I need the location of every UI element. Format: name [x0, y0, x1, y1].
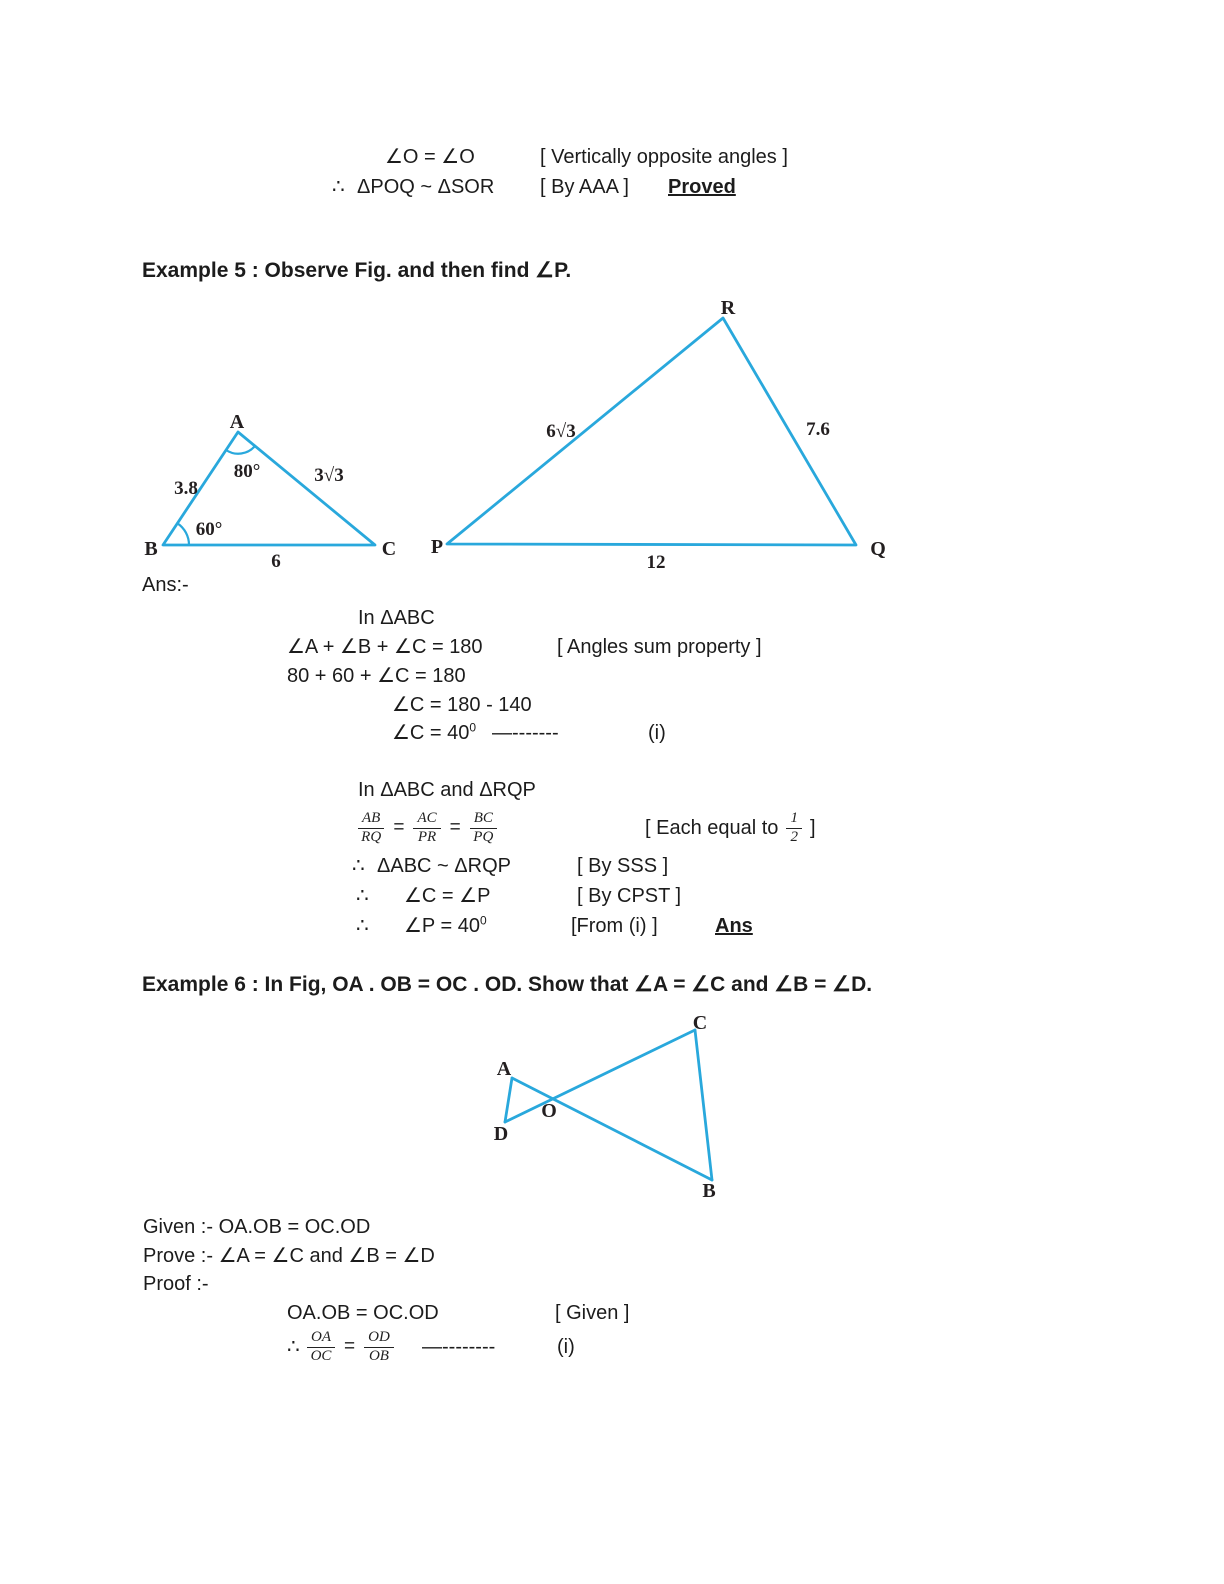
vertex-b-label: B: [702, 1180, 716, 1202]
vertex-a-label: A: [496, 1058, 512, 1080]
frac-ab-rq: $\frac{AB}{RQ}$: [358, 811, 384, 846]
angle-c-equals-p: ∠C = ∠P: [404, 885, 491, 907]
frac-od-ob: $\frac{OD}{OB}$: [364, 1330, 394, 1365]
angle-p-result: [404, 913, 487, 939]
example5-heading: Example 5 : Observe Fig. and then find ∠P.: [142, 259, 572, 282]
vertex-d-label: D: [493, 1123, 509, 1145]
each-equal-post: ]: [809, 816, 816, 839]
angles-sum-equation: ∠A + ∠B + ∠C = 180: [287, 636, 483, 658]
therefore-symbol: ∴: [356, 915, 369, 937]
example6-figure: [480, 1005, 750, 1205]
dash-filler: —--------: [422, 1336, 496, 1358]
vertex-a-label: A: [229, 411, 245, 433]
equals-sign: =: [344, 1336, 356, 1357]
vertex-r-label: R: [720, 297, 736, 319]
solution-in-abc: In ΔABC: [358, 607, 435, 629]
prove-statement: Prove :- ∠A = ∠C and ∠B = ∠D: [143, 1245, 435, 1267]
angle-c-subtraction: ∠C = 180 - 140: [392, 694, 532, 716]
angle-b-arc: [177, 523, 189, 545]
point-o-label: O: [541, 1100, 557, 1122]
proved-label: Proved: [668, 176, 736, 198]
sss-reason: [ By SSS ]: [577, 855, 669, 877]
example6-heading: Example 6 : In Fig, OA . OB = OC . OD. Show that ∠A = ∠C and ∠B = ∠D.: [142, 973, 873, 996]
proof-similarity-reason: [ By AAA ]: [540, 176, 629, 198]
side-ac-label: 3√3: [314, 465, 344, 486]
angle-a-arc: [226, 446, 255, 454]
frac-oa-oc: $\frac{OA}{OC}$: [307, 1330, 335, 1365]
therefore-symbol: ∴: [332, 176, 345, 198]
angle-b-label: 60°: [195, 519, 223, 540]
each-equal-pre: [ Each equal to: [645, 816, 779, 839]
therefore-symbol: ∴: [356, 885, 369, 907]
degree-sup: 0: [469, 720, 477, 735]
side-bc-label: 6: [271, 551, 281, 572]
given-statement: Given :- OA.OB = OC.OD: [143, 1216, 371, 1238]
equation-ref-i: (i): [648, 722, 666, 744]
equation-ref-i: (i): [557, 1336, 575, 1358]
angle-c-result: [392, 720, 476, 746]
frac-one-half: $\frac{1}{2}$: [786, 811, 802, 846]
segment-ab: [512, 1078, 712, 1180]
substituted-equation: 80 + 60 + ∠C = 180: [287, 665, 466, 687]
segment-dc: [505, 1030, 695, 1122]
angle-c-value: ∠C = 40: [392, 722, 470, 744]
degree-sup: 0: [479, 913, 487, 928]
proof-label: Proof :-: [143, 1273, 209, 1295]
side-pr-label: 6√3: [546, 421, 576, 442]
side-pq-label: 12: [646, 552, 666, 573]
side-rq-label: 7.6: [806, 419, 830, 440]
segment-cb: [695, 1030, 712, 1180]
ratio-equation: [358, 807, 497, 849]
given-equation: OA.OB = OC.OD: [287, 1302, 439, 1324]
solution-in-abc-rqp: In ΔABC and ΔRQP: [358, 779, 536, 801]
proof-angle-reason: [ Vertically opposite angles ]: [540, 146, 788, 168]
triangle-pqr: [447, 318, 856, 545]
dash-filler: —-------: [492, 722, 559, 744]
proof-similarity-statement: ΔPOQ ~ ΔSOR: [357, 176, 495, 198]
ans-final-label: Ans: [715, 915, 753, 937]
vertex-c-label: C: [381, 538, 397, 560]
angles-sum-reason: [ Angles sum property ]: [557, 636, 762, 658]
vertex-p-label: P: [430, 536, 444, 558]
similarity-conclusion: ΔABC ~ ΔRQP: [377, 855, 511, 877]
vertex-b-label: B: [144, 538, 158, 560]
ratio-oa-oc: [307, 1326, 394, 1368]
equals-sign: =: [449, 817, 461, 838]
equals-sign: =: [393, 817, 405, 838]
given-reason: [ Given ]: [555, 1302, 630, 1324]
frac-bc-pq: $\frac{BC}{PQ}$: [470, 811, 497, 846]
cpst-reason: [ By CPST ]: [577, 885, 682, 907]
angle-a-label: 80°: [233, 461, 261, 482]
side-ab-label: 3.8: [174, 478, 198, 499]
angle-p-value: ∠P = 40: [404, 915, 480, 937]
from-i-reason: [From (i) ]: [571, 915, 658, 937]
frac-ac-pr: $\frac{AC}{PR}$: [413, 811, 440, 846]
ratio-reason: [645, 807, 816, 849]
segment-ad: [505, 1078, 512, 1122]
therefore-symbol: ∴: [352, 855, 365, 877]
ans-label: Ans:-: [142, 574, 189, 596]
vertex-q-label: Q: [870, 538, 886, 560]
example5-figure: [140, 288, 900, 584]
vertex-c-label: C: [692, 1012, 708, 1034]
proof-angle-equality: ∠O = ∠O: [385, 146, 475, 168]
therefore-symbol: ∴: [287, 1336, 300, 1358]
